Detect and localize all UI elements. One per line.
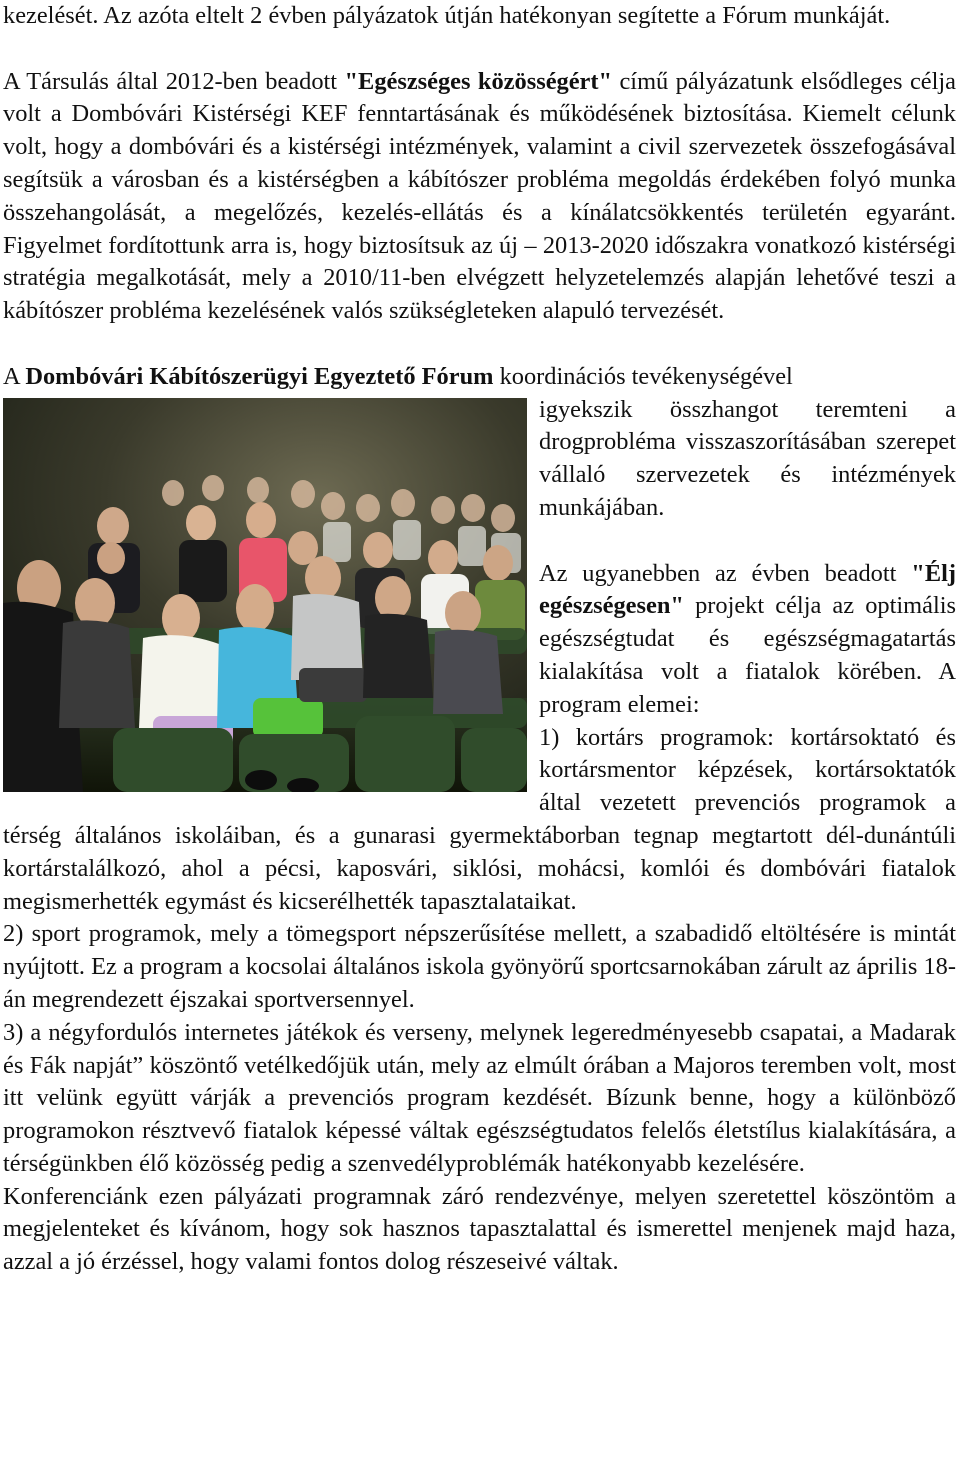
paragraph-text: koordinációs tevékenységével (493, 362, 793, 390)
forum-name-bold: Dombóvári Kábítószerügyi Egyeztető Fórum (25, 362, 494, 390)
paragraph-text: A (3, 362, 26, 390)
audience-photo (3, 398, 527, 792)
paragraph-text: című pályázatunk elsődleges célja volt a Dombóvári Kistérségi KEF fenntartásának és működésének biztosítása. Kiemelt célunk volt, hogy a dombóvári és a kistérségi intézmények, valamint a civil szervezetek összefogásával segítsük a városban és a kistérségben a kábítószer probléma megoldás érdekében folyó munka összehangolását, a megelőzés, kezelés-ellátás és a kínálatcsökkentés területén egyaránt. Figyelmet fordítottunk arra is, hogy biztosítsuk az új – 2013-2020 időszakra vonatkozó kistérségi stratégia megalkotását, mely a 2010/11-ben elvégzett helyzetelemzés alapján lehetővé teszi a kábítószer probléma kezelésének valós szükségleteken alapuló tervezését. (3, 67, 956, 325)
paragraph-forum-continued: igyekszik összhangot teremteni a drogprobléma visszaszorításában szerepet vállaló szervezetek és intézmények munkájában. (539, 395, 956, 521)
document-page (3, 0, 956, 1279)
project-title-bold: "Egészséges közösségért" (344, 67, 613, 95)
paragraph-forum-heading (3, 361, 956, 394)
paragraph-text: projekt célja az optimális egészségtudat és egészségmagatartás kialakítása volt a fiatalok körében. A program elemei: (539, 592, 956, 718)
paragraph-program-1: 1) kortárs programok: kortársoktató és kortársmentor képzések, kortársoktatók által vezetett prevenciós programok a térség általános iskoláiban, és a gunarasi gyermektáborban tegnap megtartott dél-dunántúli kortárstalálkozó, ahol a pécsi, kaposvári, siklósi, mohácsi, komlói és dombóvári fiatalok megismerhették egymást és kicserélhették tapasztalataikat. (3, 723, 956, 915)
paragraph-closing: Konferenciánk ezen pályázati programnak záró rendezvénye, melyen szeretettel köszöntöm a megjelenteket és kívánom, hogy sok hasznos tapasztalattal és ismerettel menjenek majd haza, azzal a jó érzéssel, hogy valami fontos dolog részeseivé váltak. (3, 1182, 956, 1276)
paragraph-text: Az ugyanebben az évben beadott (539, 559, 912, 587)
paragraph-gap (3, 328, 956, 361)
paragraph-program-3: 3) a négyfordulós internetes játékok és verseny, melynek legeredményesebb csapatai, a Madarak és Fák napját” köszöntő vetélkedőjük után, mely az elmúlt órában a Majoros teremben volt, most itt velünk együtt várják a prevenciós program kezdését. Bízunk benne, hogy a különböző programokon résztvevő fiatalok képessé váltak egészségtudatos felelős életstílus kialakítására, a térségünkben élő közösség pedig a szenvedélyproblémák hatékonyabb kezelésére. (3, 1018, 956, 1177)
paragraph-program-2: 2) sport programok, mely a tömegsport népszerűsítése mellett, a szabadidő eltöltésére is mintát nyújtott. Ez a program a kocsolai általános iskola gyönyörű sportcsarnokában zárult az április 18-án megrendezett éjszakai sportversennyel. (3, 920, 956, 1013)
paragraph-intro: kezelését. Az azóta eltelt 2 évben pályázatok útján hatékonyan segítette a Fórum munkáját. (3, 2, 891, 29)
project-title-bold: "Élj egészségesen" (539, 559, 956, 620)
audience-photo-image (3, 398, 527, 792)
paragraph-egeszseges-kozossegert (3, 66, 956, 328)
paragraph-text: A Társulás által 2012-ben beadott (3, 67, 345, 95)
paragraph-gap (3, 33, 956, 66)
